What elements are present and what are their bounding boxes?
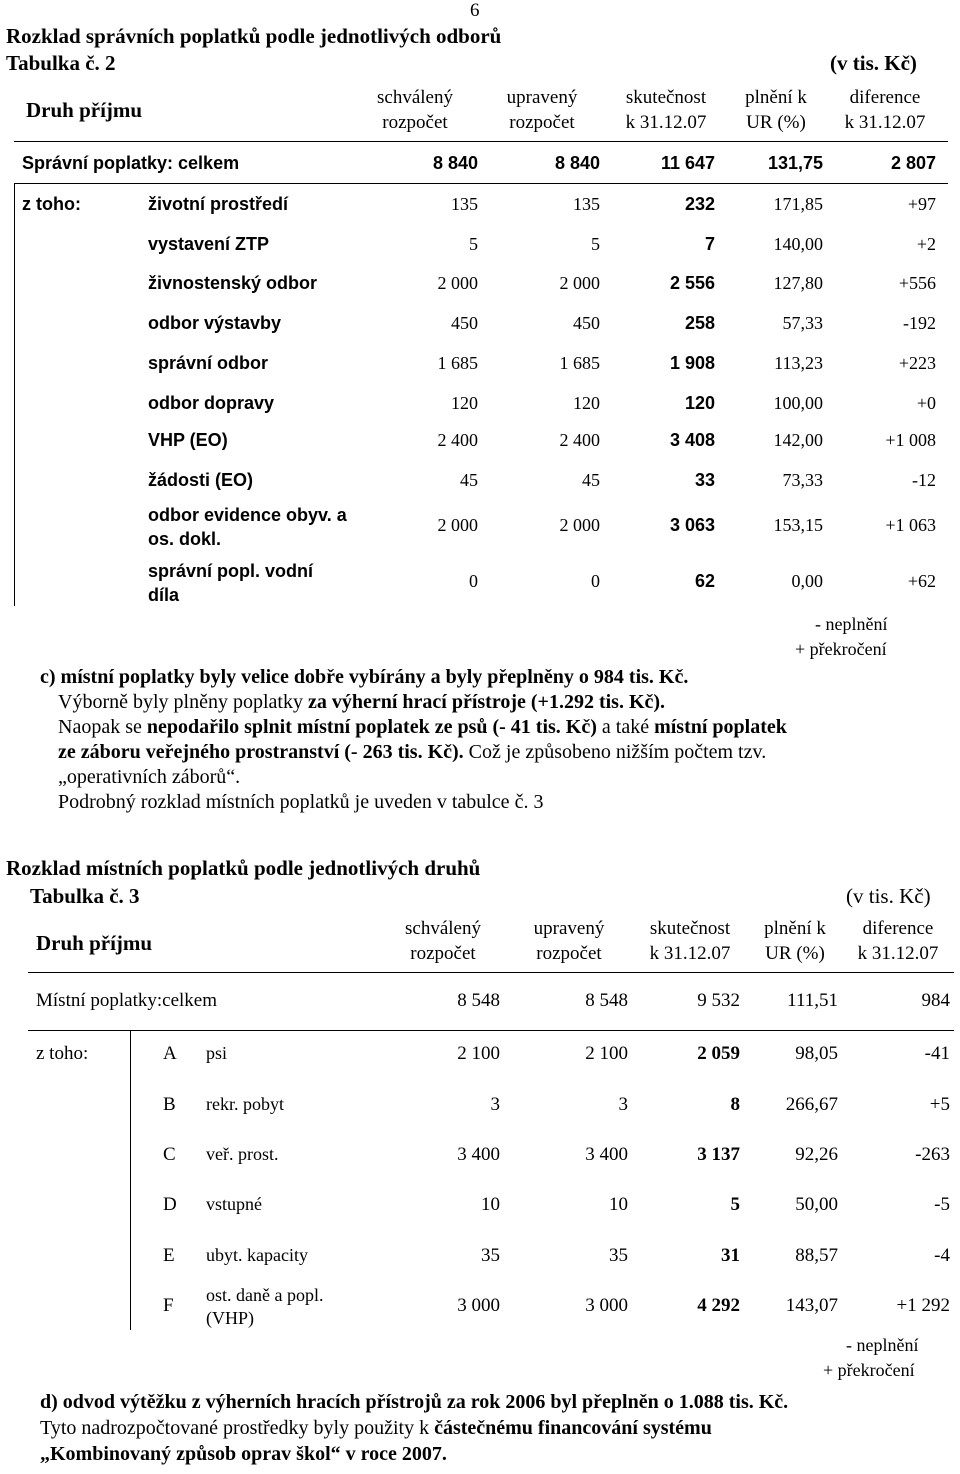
cell-schvaleny: 2 000 — [437, 273, 478, 293]
cell-skutecnost: 8 — [730, 1094, 740, 1115]
column-header-upraveny-2: rozpočet — [536, 943, 602, 964]
legend-underfulfilment-2: - neplnění — [846, 1335, 919, 1355]
cell-upraveny: 450 — [573, 313, 600, 333]
cell-skutecnost: 2 059 — [697, 1043, 740, 1064]
text-bold: ze záboru veřejného prostranství (- 263 tis. Kč). — [58, 741, 464, 763]
row-name: vystavení ZTP — [148, 234, 270, 254]
cell-upraveny: 3 — [618, 1094, 628, 1115]
cell-skutecnost: 258 — [684, 313, 715, 333]
text: Naopak se — [58, 716, 147, 738]
cell-plneni: 73,33 — [782, 470, 823, 490]
cell-plneni: 266,67 — [785, 1094, 838, 1115]
cell-skutecnost: 31 — [721, 1245, 740, 1266]
cell-schvaleny: 5 — [469, 234, 478, 254]
section1-unit: (v tis. Kč) — [830, 51, 917, 75]
total-upraveny-2: 8 548 — [585, 990, 628, 1011]
row-name: psi — [206, 1043, 228, 1063]
cell-schvaleny: 0 — [469, 571, 478, 591]
cell-schvaleny: 120 — [451, 393, 478, 413]
row-name: odbor výstavby — [148, 313, 282, 333]
cell-diference: -263 — [915, 1144, 950, 1165]
cell-plneni: 140,00 — [773, 234, 823, 254]
cell-plneni: 92,26 — [795, 1144, 838, 1165]
row-name: (VHP) — [206, 1308, 254, 1328]
paragraph-c-line2 — [58, 690, 665, 715]
total-divider — [14, 183, 948, 184]
column-header-druh: Druh příjmu — [26, 98, 143, 122]
row-code: A — [163, 1043, 177, 1064]
cell-diference: -5 — [934, 1194, 950, 1215]
row-name: živnostenský odbor — [148, 273, 318, 293]
cell-diference: -192 — [903, 313, 936, 333]
cell-upraveny: 3 400 — [585, 1144, 628, 1165]
row-name: odbor dopravy — [148, 393, 275, 413]
column-header-diference: diference — [849, 87, 921, 108]
row-name: veř. prost. — [206, 1144, 279, 1164]
cell-schvaleny: 2 000 — [437, 515, 478, 535]
cell-plneni: 113,23 — [774, 353, 823, 373]
section1-heading: Rozklad správních poplatků podle jednotlivých odborů — [6, 24, 502, 48]
cell-upraveny: 120 — [573, 393, 600, 413]
column-header-schvaleny-2: schválený — [405, 918, 481, 939]
cell-upraveny: 5 — [591, 234, 600, 254]
cell-diference: +97 — [907, 194, 936, 214]
total-label: Správní poplatky: celkem — [22, 153, 240, 173]
cell-skutecnost: 2 556 — [669, 273, 715, 293]
cell-skutecnost: 4 292 — [697, 1295, 740, 1316]
row-name: vstupné — [206, 1194, 262, 1214]
cell-skutecnost: 3 408 — [669, 430, 715, 450]
cell-plneni: 98,05 — [795, 1043, 838, 1064]
cell-plneni: 143,07 — [785, 1295, 838, 1316]
cell-upraveny: 3 000 — [585, 1295, 628, 1316]
section1-table-label: Tabulka č. 2 — [6, 51, 116, 75]
cell-plneni: 88,57 — [795, 1245, 838, 1266]
total-label-2: Místní poplatky:celkem — [36, 990, 218, 1011]
row-code: E — [163, 1245, 175, 1266]
paragraph-c-line5: „operativních záborů“. — [58, 766, 241, 788]
header-divider — [14, 141, 948, 142]
cell-plneni: 100,00 — [773, 393, 823, 413]
paragraph-c-line3 — [58, 715, 787, 740]
cell-diference: +0 — [916, 393, 936, 413]
cell-schvaleny: 2 100 — [457, 1043, 500, 1064]
column-header-skutecnost-2: skutečnost — [649, 918, 731, 939]
cell-schvaleny: 10 — [481, 1194, 500, 1215]
cell-diference: +1 008 — [885, 430, 936, 450]
cell-upraveny: 2 400 — [559, 430, 600, 450]
cell-plneni: 153,15 — [773, 515, 823, 535]
cell-schvaleny: 35 — [481, 1245, 500, 1266]
total-plneni-2: 111,51 — [787, 990, 838, 1011]
row-name: díla — [148, 585, 180, 605]
column-header-diference: k 31.12.07 — [844, 112, 926, 133]
column-header-plneni: plnění k — [745, 87, 807, 108]
paragraph-d-line3: „Kombinovaný způsob oprav škol“ v roce 2007. — [40, 1443, 447, 1465]
cell-diference: -41 — [924, 1043, 950, 1064]
header-divider-2 — [28, 972, 954, 973]
row-name: ost. daně a popl. — [206, 1285, 324, 1305]
page-number: 6 — [470, 0, 480, 21]
column-header-diference-2: diference — [862, 918, 934, 939]
cell-plneni: 57,33 — [782, 313, 823, 333]
cell-schvaleny: 3 — [490, 1094, 500, 1115]
cell-diference: -4 — [934, 1245, 950, 1266]
cell-upraveny: 2 000 — [559, 515, 600, 535]
cell-upraveny: 135 — [573, 194, 600, 214]
row-code: F — [163, 1295, 174, 1316]
total-divider-2 — [28, 1030, 954, 1031]
section2-unit: (v tis. Kč) — [846, 884, 931, 908]
cell-diference: +1 292 — [896, 1295, 950, 1316]
cell-skutecnost: 120 — [684, 393, 715, 413]
z-toho-label: z toho: — [22, 194, 81, 214]
cell-diference: +223 — [898, 353, 936, 373]
text: Výborně byly plněny poplatky — [58, 691, 308, 713]
cell-upraveny: 2 000 — [559, 273, 600, 293]
row-name: rekr. pobyt — [206, 1094, 284, 1114]
column-header-schvaleny: rozpočet — [382, 112, 448, 133]
row-code: D — [163, 1194, 177, 1215]
paragraph-c-line1: c) místní poplatky byly velice dobře vybírány a byly přeplněny o 984 tis. Kč. — [40, 666, 689, 688]
cell-diference: +1 063 — [885, 515, 936, 535]
column-header-schvaleny: schválený — [377, 87, 453, 108]
column-header-plneni-2: plnění k — [764, 918, 826, 939]
column-header-schvaleny-2: rozpočet — [410, 943, 476, 964]
column-header-skutecnost: skutečnost — [625, 87, 707, 108]
text-bold: za výherní hrací přístroje (+1.292 tis. Kč). — [307, 691, 666, 713]
cell-skutecnost: 33 — [694, 470, 715, 490]
total-schvaleny-2: 8 548 — [457, 990, 500, 1011]
paragraph-c-line6: Podrobný rozklad místních poplatků je uveden v tabulce č. 3 — [58, 791, 544, 813]
column-header-upraveny: upravený — [506, 87, 578, 108]
cell-skutecnost: 232 — [684, 194, 715, 214]
total-plneni: 131,75 — [767, 153, 823, 173]
row-name: VHP (EO) — [148, 430, 228, 450]
cell-schvaleny: 135 — [451, 194, 478, 214]
total-schvaleny: 8 840 — [432, 153, 478, 173]
cell-schvaleny: 3 000 — [457, 1295, 500, 1316]
row-name: žádosti (EO) — [148, 470, 254, 490]
legend-underfulfilment: - neplnění — [815, 614, 888, 634]
cell-diference: -12 — [912, 470, 936, 490]
cell-skutecnost: 7 — [704, 234, 715, 254]
z-toho-label-2: z toho: — [36, 1043, 89, 1064]
cell-skutecnost: 62 — [694, 571, 715, 591]
total-skutecnost-2: 9 532 — [697, 990, 740, 1011]
cell-upraveny: 45 — [582, 470, 600, 490]
text-bold: místní poplatek — [654, 716, 787, 738]
table-left-border — [14, 183, 15, 606]
cell-upraveny: 10 — [609, 1194, 628, 1215]
text-bold: nepodařilo splnit místní poplatek ze psů (- 41 tis. Kč) — [146, 716, 597, 738]
cell-diference: +556 — [898, 273, 936, 293]
total-upraveny: 8 840 — [554, 153, 600, 173]
cell-skutecnost: 1 908 — [669, 353, 715, 373]
cell-diference: +2 — [916, 234, 936, 254]
row-code: B — [163, 1094, 176, 1115]
paragraph-d-line1: d) odvod výtěžku z výherních hracích přístrojů za rok 2006 byl přeplněn o 1.088 tis. Kč. — [40, 1391, 789, 1413]
total-diference-2: 984 — [921, 990, 950, 1011]
row-name: ubyt. kapacity — [206, 1245, 308, 1265]
cell-diference: +62 — [907, 571, 936, 591]
paragraph-c-line4 — [58, 740, 766, 765]
cell-schvaleny: 450 — [451, 313, 478, 333]
table-left-border-2 — [130, 1030, 131, 1330]
total-skutecnost: 11 647 — [660, 153, 715, 173]
cell-diference: +5 — [929, 1094, 950, 1115]
row-name: odbor evidence obyv. a — [148, 505, 347, 525]
column-header-druh-2: Druh příjmu — [36, 931, 153, 955]
cell-upraveny: 2 100 — [585, 1043, 628, 1064]
column-header-upraveny-2: upravený — [533, 918, 605, 939]
text: Což je způsobeno nižším počtem tzv. — [463, 741, 767, 763]
row-name: správní popl. vodní — [148, 561, 314, 581]
row-code: C — [163, 1144, 176, 1165]
cell-upraveny: 0 — [591, 571, 600, 591]
paragraph-d-line2 — [40, 1416, 712, 1441]
cell-plneni: 127,80 — [773, 273, 823, 293]
legend-overfulfilment-2: + překročení — [823, 1360, 915, 1380]
row-name: správní odbor — [148, 353, 269, 373]
cell-schvaleny: 2 400 — [437, 430, 478, 450]
column-header-plneni-2: UR (%) — [765, 943, 825, 964]
cell-skutecnost: 3 137 — [697, 1144, 740, 1165]
column-header-diference-2: k 31.12.07 — [857, 943, 939, 964]
cell-plneni: 50,00 — [795, 1194, 838, 1215]
cell-schvaleny: 3 400 — [457, 1144, 500, 1165]
section2-heading: Rozklad místních poplatků podle jednotlivých druhů — [6, 856, 481, 880]
text-bold: částečnému financování systému — [434, 1417, 712, 1439]
text: a také — [596, 716, 655, 738]
cell-schvaleny: 45 — [460, 470, 478, 490]
cell-upraveny: 35 — [609, 1245, 628, 1266]
section2-table-label: Tabulka č. 3 — [30, 884, 140, 908]
total-diference: 2 807 — [890, 153, 936, 173]
column-header-plneni: UR (%) — [746, 112, 806, 133]
legend-overfulfilment: + překročení — [795, 639, 887, 659]
cell-upraveny: 1 685 — [559, 353, 600, 373]
row-name: os. dokl. — [148, 529, 222, 549]
cell-skutecnost: 3 063 — [669, 515, 715, 535]
cell-schvaleny: 1 685 — [437, 353, 478, 373]
column-header-skutecnost: k 31.12.07 — [625, 112, 707, 133]
cell-plneni: 142,00 — [773, 430, 823, 450]
cell-plneni: 0,00 — [791, 571, 823, 591]
cell-skutecnost: 5 — [730, 1194, 740, 1215]
text: Tyto nadrozpočtované prostředky byly použity k — [40, 1417, 435, 1439]
column-header-skutecnost-2: k 31.12.07 — [649, 943, 731, 964]
column-header-upraveny: rozpočet — [509, 112, 575, 133]
cell-plneni: 171,85 — [773, 194, 823, 214]
row-name: životní prostředí — [148, 194, 289, 214]
